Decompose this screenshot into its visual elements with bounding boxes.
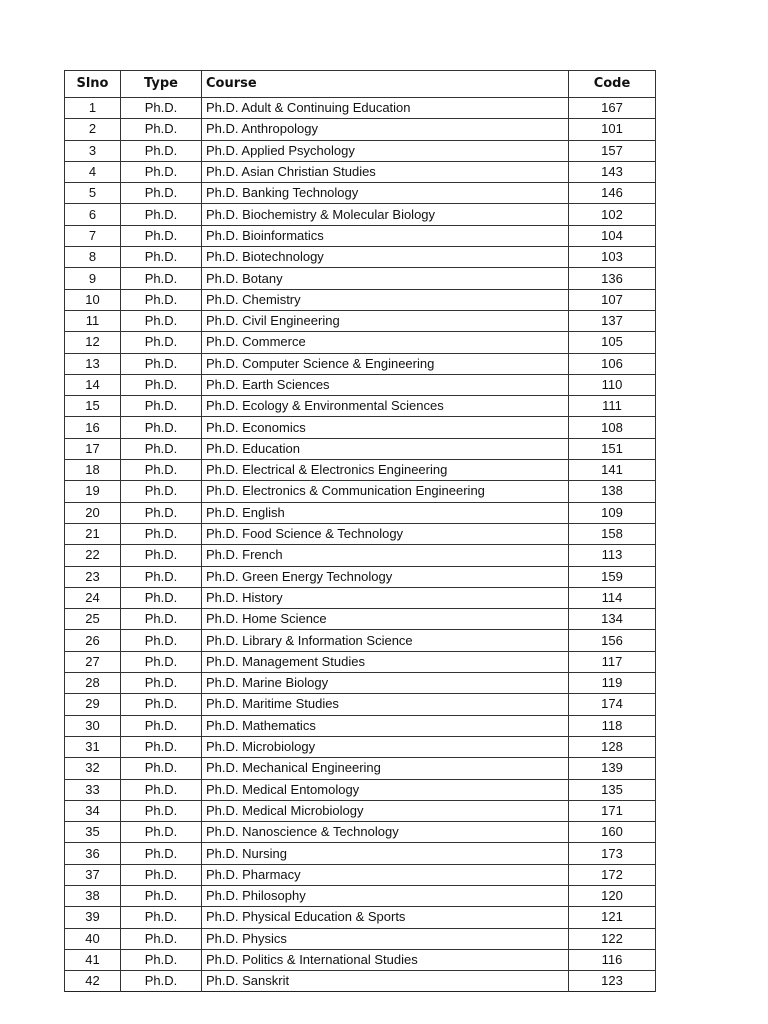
cell-slno: 42 xyxy=(65,971,121,992)
table-row xyxy=(65,630,656,651)
cell-slno: 10 xyxy=(65,289,121,310)
cell-code: 101 xyxy=(569,119,656,140)
cell-code: 122 xyxy=(569,928,656,949)
cell-code: 118 xyxy=(569,715,656,736)
cell-type: Ph.D. xyxy=(121,183,202,204)
cell-course: Ph.D. Mathematics xyxy=(202,715,569,736)
cell-course: Ph.D. Biochemistry & Molecular Biology xyxy=(202,204,569,225)
cell-slno: 7 xyxy=(65,225,121,246)
header-type: Type xyxy=(121,71,202,98)
cell-type: Ph.D. xyxy=(121,885,202,906)
table-row xyxy=(65,268,656,289)
cell-course: Ph.D. Earth Sciences xyxy=(202,374,569,395)
header-row xyxy=(65,71,656,98)
cell-course: Ph.D. Pharmacy xyxy=(202,864,569,885)
cell-code: 137 xyxy=(569,310,656,331)
cell-type: Ph.D. xyxy=(121,630,202,651)
cell-type: Ph.D. xyxy=(121,98,202,119)
cell-slno: 17 xyxy=(65,438,121,459)
cell-slno: 41 xyxy=(65,949,121,970)
cell-course: Ph.D. Library & Information Science xyxy=(202,630,569,651)
cell-code: 107 xyxy=(569,289,656,310)
cell-type: Ph.D. xyxy=(121,609,202,630)
cell-code: 121 xyxy=(569,907,656,928)
cell-slno: 13 xyxy=(65,353,121,374)
cell-slno: 33 xyxy=(65,779,121,800)
cell-slno: 15 xyxy=(65,396,121,417)
table-row xyxy=(65,864,656,885)
cell-type: Ph.D. xyxy=(121,438,202,459)
cell-code: 111 xyxy=(569,396,656,417)
cell-course: Ph.D. Politics & International Studies xyxy=(202,949,569,970)
cell-slno: 19 xyxy=(65,481,121,502)
cell-course: Ph.D. Bioinformatics xyxy=(202,225,569,246)
cell-type: Ph.D. xyxy=(121,822,202,843)
cell-course: Ph.D. English xyxy=(202,502,569,523)
cell-code: 138 xyxy=(569,481,656,502)
cell-course: Ph.D. Education xyxy=(202,438,569,459)
table-row xyxy=(65,502,656,523)
cell-type: Ph.D. xyxy=(121,758,202,779)
cell-course: Ph.D. Civil Engineering xyxy=(202,310,569,331)
cell-type: Ph.D. xyxy=(121,140,202,161)
cell-code: 172 xyxy=(569,864,656,885)
cell-slno: 24 xyxy=(65,587,121,608)
cell-type: Ph.D. xyxy=(121,204,202,225)
cell-type: Ph.D. xyxy=(121,694,202,715)
cell-type: Ph.D. xyxy=(121,928,202,949)
cell-code: 135 xyxy=(569,779,656,800)
cell-code: 173 xyxy=(569,843,656,864)
header-course: Course xyxy=(202,71,569,98)
cell-slno: 25 xyxy=(65,609,121,630)
cell-slno: 4 xyxy=(65,161,121,182)
table-row xyxy=(65,928,656,949)
cell-code: 119 xyxy=(569,673,656,694)
table-row xyxy=(65,289,656,310)
table-body xyxy=(65,98,656,992)
cell-slno: 38 xyxy=(65,885,121,906)
cell-code: 158 xyxy=(569,523,656,544)
cell-course: Ph.D. Commerce xyxy=(202,332,569,353)
table-row xyxy=(65,98,656,119)
cell-code: 108 xyxy=(569,417,656,438)
table-row xyxy=(65,758,656,779)
table-row xyxy=(65,971,656,992)
cell-type: Ph.D. xyxy=(121,225,202,246)
cell-course: Ph.D. History xyxy=(202,587,569,608)
cell-course: Ph.D. Asian Christian Studies xyxy=(202,161,569,182)
cell-type: Ph.D. xyxy=(121,332,202,353)
cell-slno: 3 xyxy=(65,140,121,161)
table-row xyxy=(65,609,656,630)
cell-course: Ph.D. Nursing xyxy=(202,843,569,864)
cell-type: Ph.D. xyxy=(121,864,202,885)
cell-type: Ph.D. xyxy=(121,481,202,502)
cell-course: Ph.D. Economics xyxy=(202,417,569,438)
table-row xyxy=(65,396,656,417)
cell-course: Ph.D. Physical Education & Sports xyxy=(202,907,569,928)
table-row xyxy=(65,204,656,225)
cell-slno: 5 xyxy=(65,183,121,204)
cell-code: 141 xyxy=(569,460,656,481)
cell-type: Ph.D. xyxy=(121,779,202,800)
cell-slno: 1 xyxy=(65,98,121,119)
cell-code: 160 xyxy=(569,822,656,843)
table-row xyxy=(65,374,656,395)
cell-slno: 39 xyxy=(65,907,121,928)
table-header xyxy=(65,71,656,98)
table-row xyxy=(65,523,656,544)
table-row xyxy=(65,779,656,800)
cell-type: Ph.D. xyxy=(121,289,202,310)
cell-slno: 6 xyxy=(65,204,121,225)
cell-code: 146 xyxy=(569,183,656,204)
cell-code: 102 xyxy=(569,204,656,225)
cell-type: Ph.D. xyxy=(121,736,202,757)
cell-slno: 18 xyxy=(65,460,121,481)
cell-slno: 20 xyxy=(65,502,121,523)
table-row xyxy=(65,332,656,353)
table-row xyxy=(65,651,656,672)
cell-slno: 26 xyxy=(65,630,121,651)
cell-type: Ph.D. xyxy=(121,353,202,374)
cell-code: 103 xyxy=(569,247,656,268)
cell-slno: 34 xyxy=(65,800,121,821)
table-row xyxy=(65,140,656,161)
cell-slno: 14 xyxy=(65,374,121,395)
table-row xyxy=(65,417,656,438)
cell-slno: 11 xyxy=(65,310,121,331)
cell-type: Ph.D. xyxy=(121,651,202,672)
table-row xyxy=(65,566,656,587)
cell-type: Ph.D. xyxy=(121,545,202,566)
table-row xyxy=(65,247,656,268)
course-table xyxy=(64,70,656,992)
table-row xyxy=(65,225,656,246)
cell-slno: 27 xyxy=(65,651,121,672)
cell-type: Ph.D. xyxy=(121,247,202,268)
cell-course: Ph.D. Medical Entomology xyxy=(202,779,569,800)
cell-code: 106 xyxy=(569,353,656,374)
cell-slno: 23 xyxy=(65,566,121,587)
cell-type: Ph.D. xyxy=(121,715,202,736)
cell-course: Ph.D. Biotechnology xyxy=(202,247,569,268)
cell-code: 159 xyxy=(569,566,656,587)
cell-type: Ph.D. xyxy=(121,374,202,395)
cell-slno: 9 xyxy=(65,268,121,289)
cell-type: Ph.D. xyxy=(121,310,202,331)
table-row xyxy=(65,694,656,715)
cell-slno: 29 xyxy=(65,694,121,715)
cell-code: 105 xyxy=(569,332,656,353)
cell-code: 136 xyxy=(569,268,656,289)
table-row xyxy=(65,353,656,374)
cell-course: Ph.D. Anthropology xyxy=(202,119,569,140)
cell-type: Ph.D. xyxy=(121,907,202,928)
table-row xyxy=(65,587,656,608)
cell-course: Ph.D. Microbiology xyxy=(202,736,569,757)
table-row xyxy=(65,885,656,906)
cell-slno: 36 xyxy=(65,843,121,864)
cell-code: 123 xyxy=(569,971,656,992)
table-row xyxy=(65,715,656,736)
cell-type: Ph.D. xyxy=(121,566,202,587)
cell-course: Ph.D. Electronics & Communication Engineering xyxy=(202,481,569,502)
cell-course: Ph.D. Medical Microbiology xyxy=(202,800,569,821)
cell-slno: 37 xyxy=(65,864,121,885)
cell-type: Ph.D. xyxy=(121,460,202,481)
cell-course: Ph.D. Marine Biology xyxy=(202,673,569,694)
cell-course: Ph.D. Nanoscience & Technology xyxy=(202,822,569,843)
cell-slno: 30 xyxy=(65,715,121,736)
cell-slno: 16 xyxy=(65,417,121,438)
table-row xyxy=(65,161,656,182)
cell-course: Ph.D. Philosophy xyxy=(202,885,569,906)
cell-code: 156 xyxy=(569,630,656,651)
cell-course: Ph.D. Chemistry xyxy=(202,289,569,310)
table-row xyxy=(65,907,656,928)
cell-course: Ph.D. Physics xyxy=(202,928,569,949)
cell-slno: 40 xyxy=(65,928,121,949)
table-row xyxy=(65,119,656,140)
cell-slno: 22 xyxy=(65,545,121,566)
cell-course: Ph.D. Sanskrit xyxy=(202,971,569,992)
cell-code: 143 xyxy=(569,161,656,182)
cell-code: 134 xyxy=(569,609,656,630)
cell-course: Ph.D. Botany xyxy=(202,268,569,289)
table-row xyxy=(65,736,656,757)
table-row xyxy=(65,481,656,502)
cell-code: 167 xyxy=(569,98,656,119)
cell-type: Ph.D. xyxy=(121,417,202,438)
cell-course: Ph.D. Adult & Continuing Education xyxy=(202,98,569,119)
cell-code: 151 xyxy=(569,438,656,459)
cell-type: Ph.D. xyxy=(121,268,202,289)
cell-code: 120 xyxy=(569,885,656,906)
cell-course: Ph.D. Mechanical Engineering xyxy=(202,758,569,779)
cell-course: Ph.D. Computer Science & Engineering xyxy=(202,353,569,374)
cell-code: 104 xyxy=(569,225,656,246)
table-row xyxy=(65,949,656,970)
cell-slno: 35 xyxy=(65,822,121,843)
cell-code: 128 xyxy=(569,736,656,757)
cell-type: Ph.D. xyxy=(121,396,202,417)
cell-type: Ph.D. xyxy=(121,843,202,864)
cell-code: 114 xyxy=(569,587,656,608)
table-row xyxy=(65,438,656,459)
cell-course: Ph.D. French xyxy=(202,545,569,566)
cell-course: Ph.D. Maritime Studies xyxy=(202,694,569,715)
cell-slno: 21 xyxy=(65,523,121,544)
header-code: Code xyxy=(569,71,656,98)
cell-code: 109 xyxy=(569,502,656,523)
cell-code: 113 xyxy=(569,545,656,566)
cell-type: Ph.D. xyxy=(121,587,202,608)
cell-slno: 8 xyxy=(65,247,121,268)
table-row xyxy=(65,183,656,204)
cell-code: 174 xyxy=(569,694,656,715)
table-row xyxy=(65,545,656,566)
table-row xyxy=(65,843,656,864)
table-row xyxy=(65,822,656,843)
header-slno: Slno xyxy=(65,71,121,98)
cell-code: 117 xyxy=(569,651,656,672)
cell-course: Ph.D. Home Science xyxy=(202,609,569,630)
cell-course: Ph.D. Ecology & Environmental Sciences xyxy=(202,396,569,417)
cell-code: 110 xyxy=(569,374,656,395)
table-row xyxy=(65,800,656,821)
cell-code: 116 xyxy=(569,949,656,970)
cell-code: 171 xyxy=(569,800,656,821)
cell-course: Ph.D. Electrical & Electronics Engineering xyxy=(202,460,569,481)
cell-type: Ph.D. xyxy=(121,673,202,694)
cell-course: Ph.D. Management Studies xyxy=(202,651,569,672)
cell-slno: 31 xyxy=(65,736,121,757)
cell-type: Ph.D. xyxy=(121,949,202,970)
cell-type: Ph.D. xyxy=(121,502,202,523)
table-row xyxy=(65,673,656,694)
cell-slno: 12 xyxy=(65,332,121,353)
cell-slno: 28 xyxy=(65,673,121,694)
cell-code: 157 xyxy=(569,140,656,161)
cell-course: Ph.D. Banking Technology xyxy=(202,183,569,204)
cell-slno: 32 xyxy=(65,758,121,779)
cell-type: Ph.D. xyxy=(121,800,202,821)
cell-course: Ph.D. Applied Psychology xyxy=(202,140,569,161)
cell-type: Ph.D. xyxy=(121,971,202,992)
table-row xyxy=(65,460,656,481)
cell-course: Ph.D. Green Energy Technology xyxy=(202,566,569,587)
cell-course: Ph.D. Food Science & Technology xyxy=(202,523,569,544)
cell-type: Ph.D. xyxy=(121,119,202,140)
cell-type: Ph.D. xyxy=(121,161,202,182)
table-row xyxy=(65,310,656,331)
cell-code: 139 xyxy=(569,758,656,779)
cell-slno: 2 xyxy=(65,119,121,140)
cell-type: Ph.D. xyxy=(121,523,202,544)
